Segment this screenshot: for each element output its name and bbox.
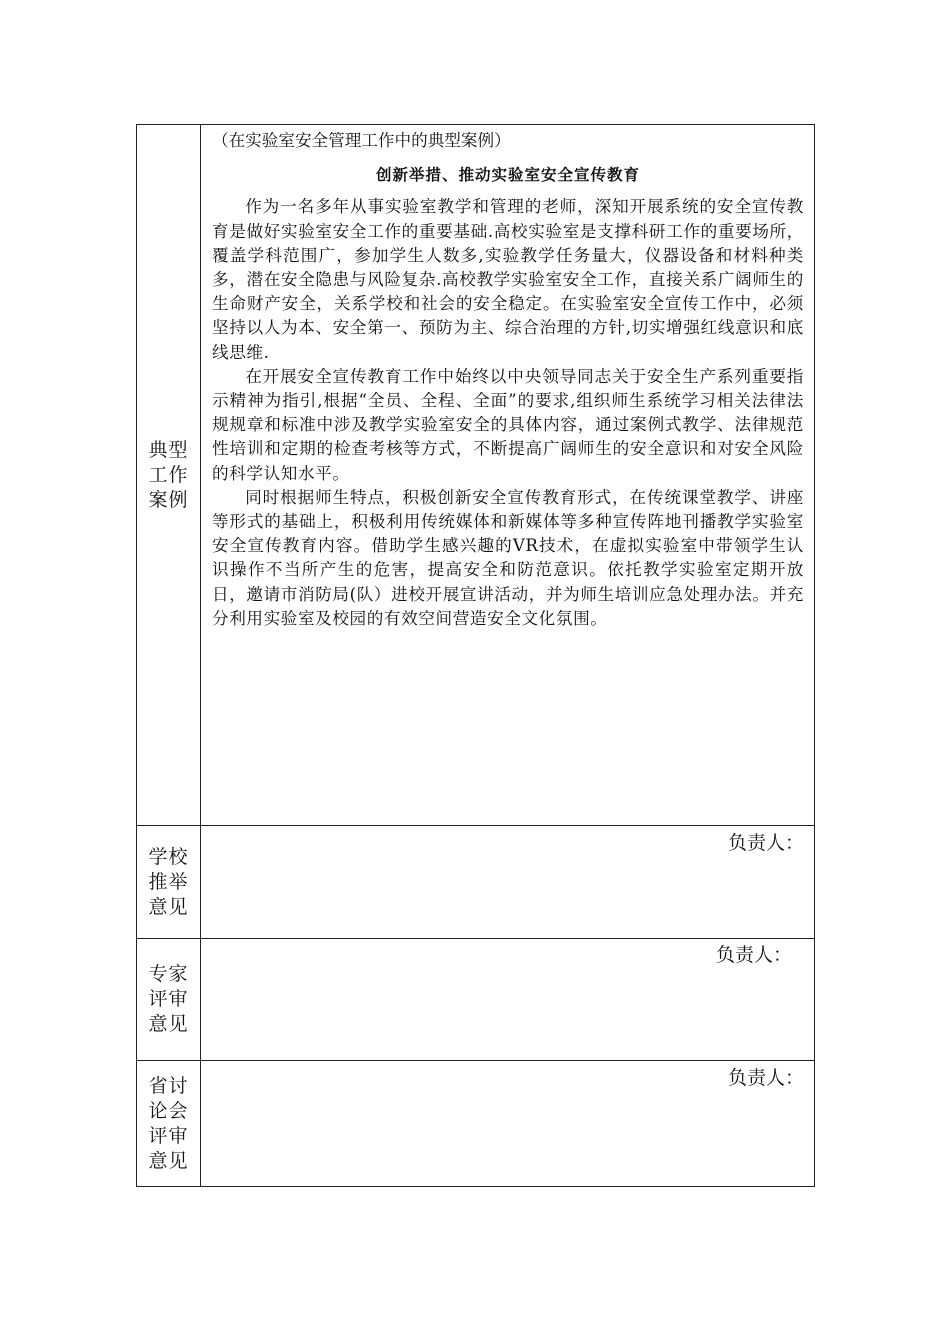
typical-case-label-cell <box>137 125 201 826</box>
typical-case-content-cell <box>201 125 815 826</box>
case-paragraph-1: 作为一名多年从事实验室教学和管理的老师，深知开展系统的安全宣传教育是做好实验室安全工作的重要基础.高校实验室是支撑科研工作的重要场所，覆盖学科范围广，参加学生人数多,实验教学任务量大，仪器设备和材料种类多，潜在安全隐患与风险复杂.高校教学实验室安全工作，直接关系广阔师生的生命财产安全，关系学校和社会的安全稳定。在实验室安全宣传工作中，必须坚持以人为本、安全第一、预防为主、综合治理的方针,切实增强红线意识和底线思维. <box>212 197 804 362</box>
school-opinion-label-cell <box>137 826 201 939</box>
council-opinion-label: 省讨论会评审意见 <box>148 1074 189 1172</box>
expert-opinion-label: 专家评审意见 <box>148 963 189 1035</box>
expert-opinion-row <box>137 939 815 1061</box>
case-paragraph-2: 在开展安全宣传教育工作中始终以中央领导同志关于安全生产系列重要指示精神为指引,根据“全员、全程、全面”的要求,组织师生系统学习相关法律法规规章和标准中涉及教学实验室安全的具体内容，通过案例式教学、法律规范性培训和定期的检查考核等方式，不断提高广阔师生的安全意识和对安全风险的科学认知水平。 <box>212 366 804 483</box>
typical-case-label: 典型工作案例 <box>148 438 189 511</box>
school-opinion-content-cell[interactable] <box>201 826 815 939</box>
case-paragraph-3: 同时根据师生特点，积极创新安全宣传教育形式，在传统课堂教学、讲座等形式的基础上，积极利用传统媒体和新媒体等多种宣传阵地刊播教学实验室安全宣传教育内容。借助学生感兴趣的VR技术，在虚拟实验室中带领学生认识操作不当所产生的危害，提高安全和防范意识。依托教学实验室定期开放日，邀请市消防局(队）进校开展宣讲活动，并为师生培训应急处理办法。并充分利用实验室及校园的有效空间营造安全文化氛围。 <box>212 487 804 628</box>
council-signer-label: 负责人： <box>727 1067 804 1089</box>
council-opinion-content-cell[interactable] <box>201 1061 815 1187</box>
typical-case-note: （在实验室安全管理工作中的典型案例） <box>212 131 511 150</box>
expert-opinion-label-cell <box>137 939 201 1061</box>
expert-signer-label: 负责人： <box>715 944 792 966</box>
expert-opinion-content-cell[interactable] <box>201 939 815 1061</box>
typical-case-row <box>137 125 815 826</box>
school-signer-label: 负责人： <box>727 832 804 854</box>
council-opinion-row <box>137 1061 815 1187</box>
school-opinion-label: 学校推举意见 <box>148 845 189 918</box>
case-title: 创新举措、推动实验室安全宣传教育 <box>375 166 640 185</box>
school-opinion-row <box>137 826 815 939</box>
council-opinion-label-cell <box>137 1061 201 1187</box>
application-form-table <box>136 124 815 1187</box>
